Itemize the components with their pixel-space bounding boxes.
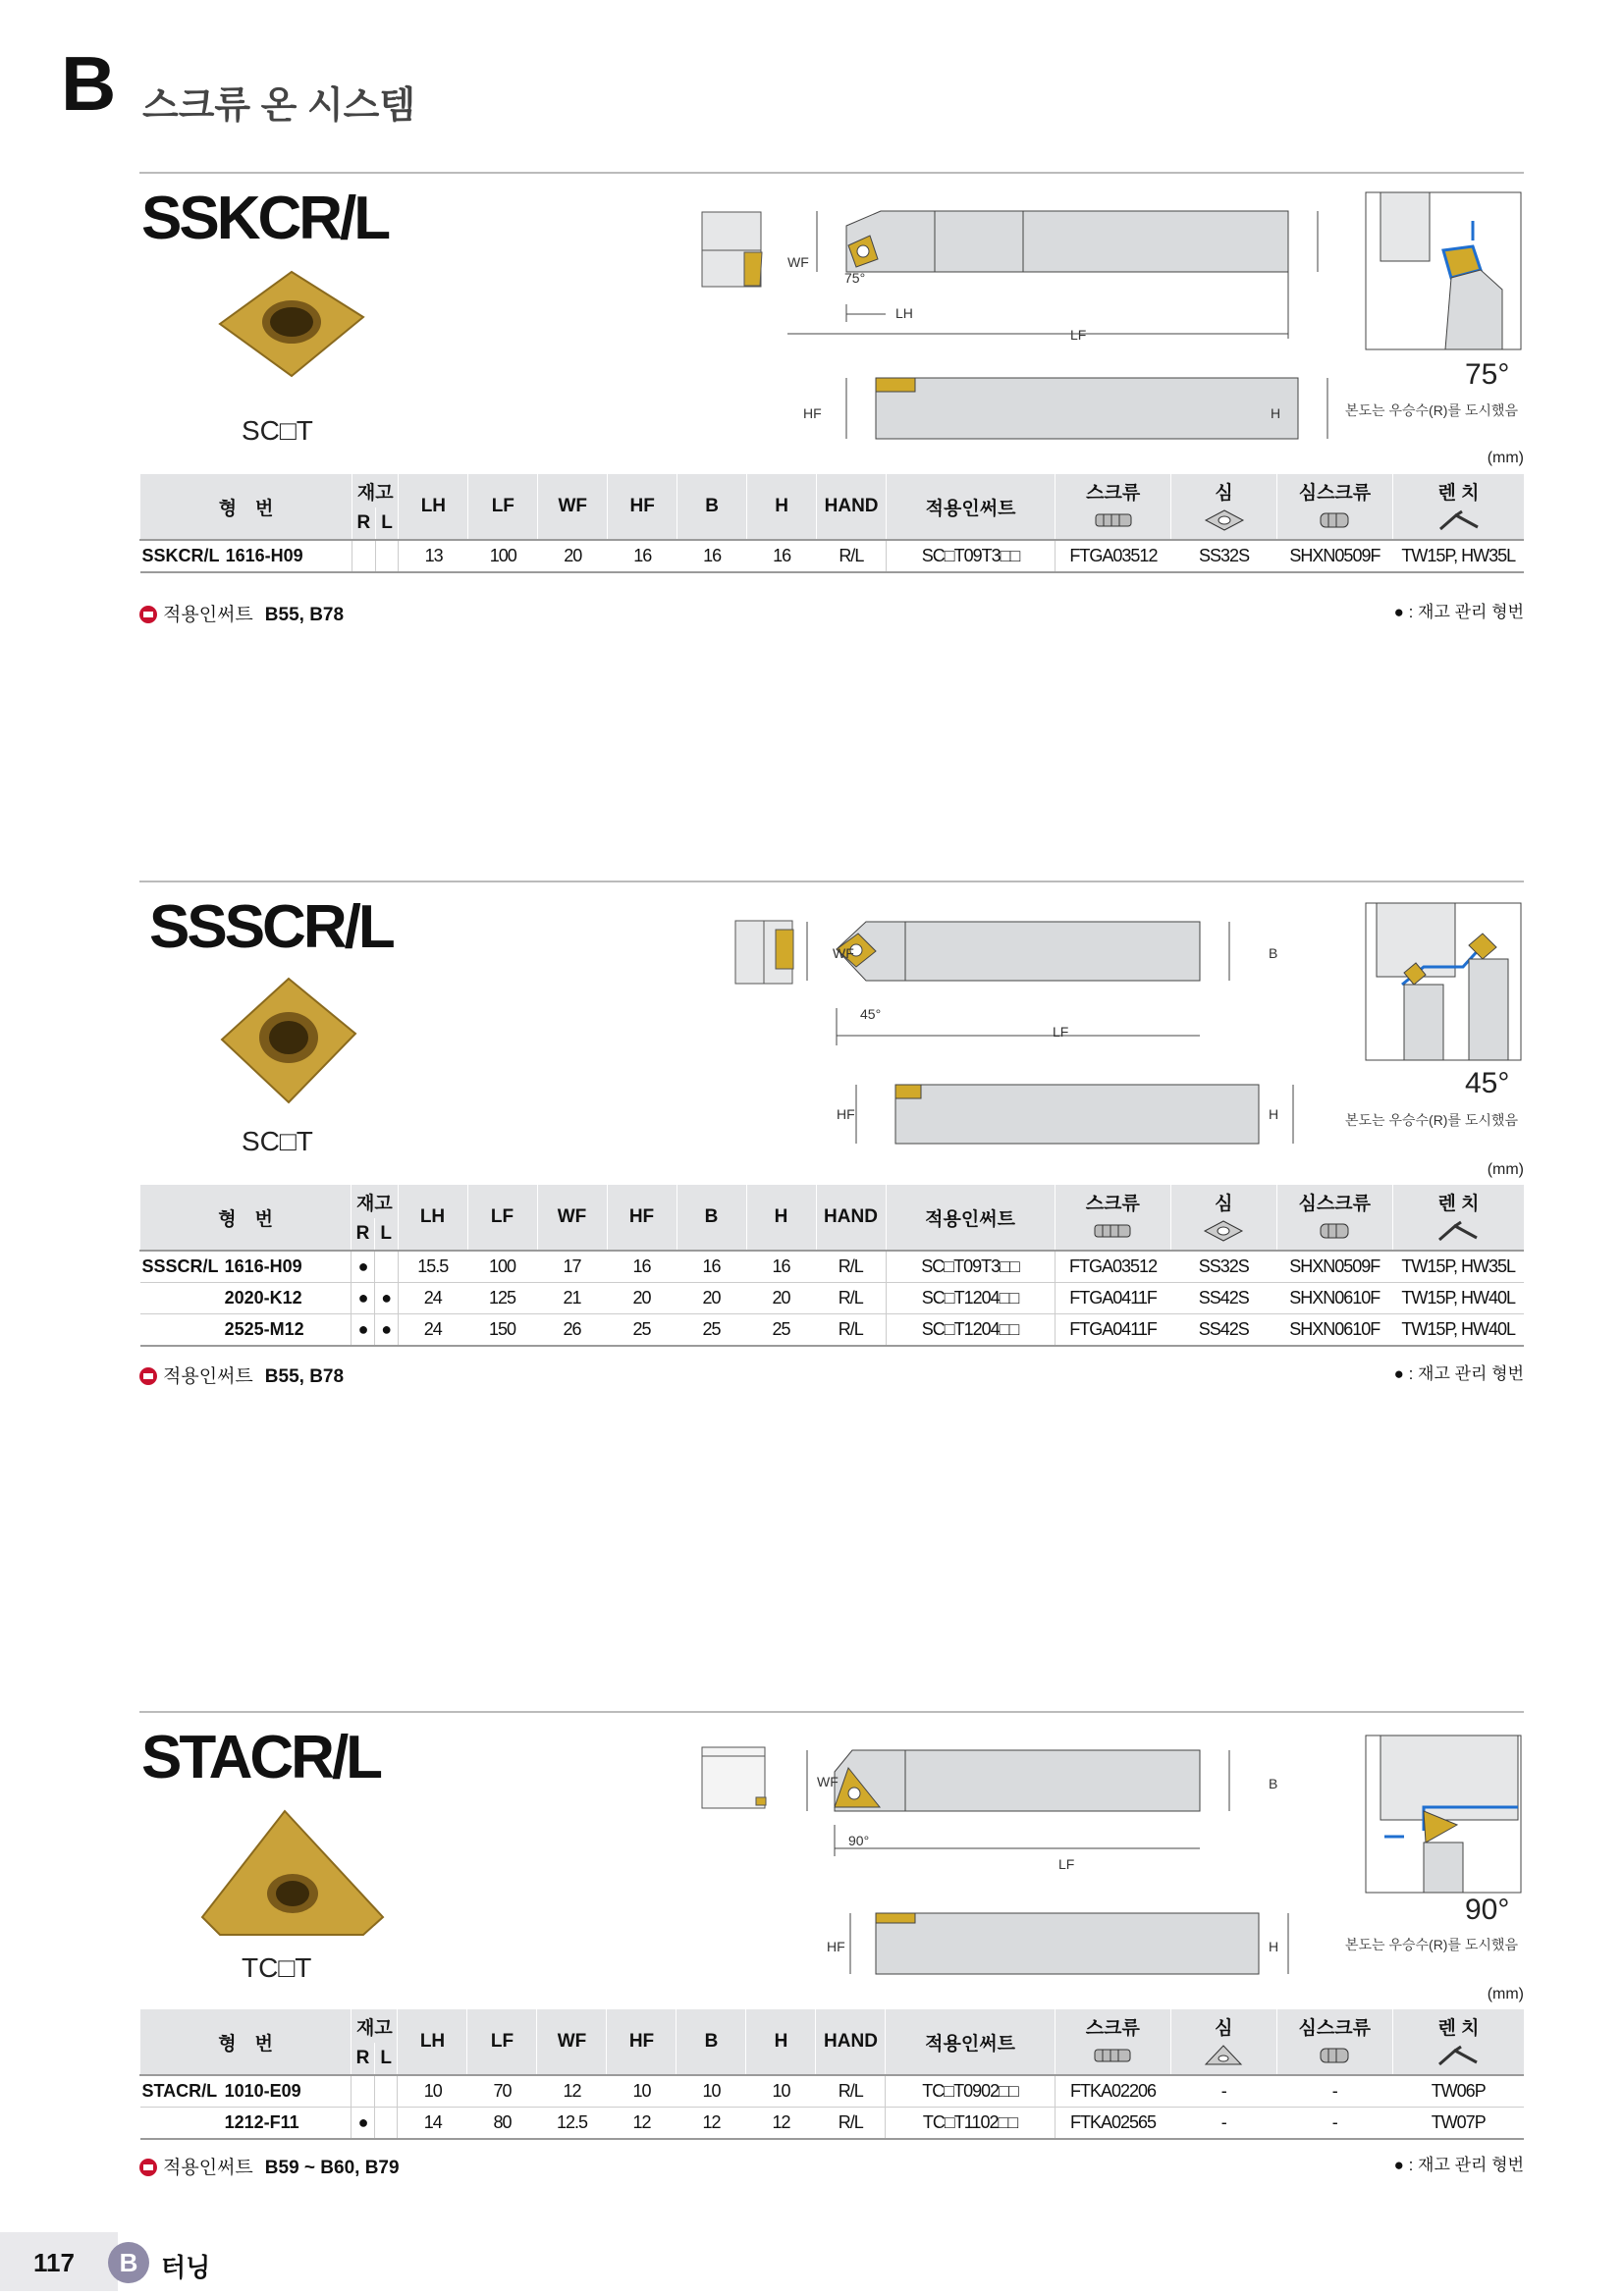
stock-r-cell	[352, 2075, 375, 2108]
shim-screw-cell: SHXN0610F	[1276, 1314, 1392, 1347]
unit-mm: (mm)	[1487, 1161, 1524, 1178]
spec-table	[139, 474, 1524, 573]
stock-legend: ● : 재고 관리 형번	[1393, 603, 1524, 621]
th-stock: 재고	[352, 474, 399, 507]
insert-code-label: SC□T	[242, 415, 313, 446]
th-screw: 스크류	[1056, 474, 1171, 507]
holder-side-view	[827, 1903, 1337, 1982]
stock-l-cell: ●	[374, 1314, 398, 1347]
insert-code-label: TC□T	[242, 1952, 312, 1983]
holder-top-view-body	[1023, 211, 1327, 348]
section-ssscr	[139, 881, 1524, 1391]
holder-end-view	[701, 1746, 770, 1815]
insert-cell: SC□T1204□□	[886, 1283, 1055, 1314]
wf-cell: 26	[537, 1314, 607, 1347]
dim-lf: LF	[1070, 327, 1087, 343]
th-h: H	[747, 474, 817, 540]
dim-b: B	[1269, 945, 1278, 961]
lh-cell: 24	[398, 1314, 467, 1347]
th-shim-screw: 심스크류	[1276, 2009, 1392, 2043]
b-cell: 12	[677, 2108, 746, 2140]
insert-image-square	[218, 270, 365, 378]
holder-side-view	[827, 1075, 1337, 1153]
screw-cell: FTKA02565	[1055, 2108, 1170, 2140]
lh-cell: 24	[398, 1283, 467, 1314]
th-stock: 재고	[352, 2009, 398, 2043]
hf-cell: 10	[607, 2075, 677, 2108]
code-cell: 2525-M12	[225, 1314, 352, 1347]
lh-cell: 10	[398, 2075, 467, 2108]
dim-h: H	[1271, 405, 1281, 421]
series-cell: STACR/L	[140, 2075, 225, 2108]
hand-cell: R/L	[816, 1314, 886, 1347]
drawing-note: 본도는 우승수(R)를 도시했음	[1345, 1112, 1518, 1128]
shim-cell: SS32S	[1170, 1251, 1276, 1283]
th-hf: HF	[607, 2009, 677, 2075]
lh-cell: 13	[399, 540, 468, 572]
shim-cell: SS42S	[1170, 1283, 1276, 1314]
applicable-insert-note	[139, 600, 344, 626]
hand-cell: R/L	[816, 1283, 886, 1314]
applicable-insert-note	[139, 2153, 400, 2179]
hand-cell: R/L	[816, 2108, 886, 2140]
insert-image-square	[220, 977, 357, 1104]
footer-label: 적용인써트	[163, 1366, 253, 1387]
th-screw: 스크류	[1055, 1185, 1170, 1218]
b-cell: 16	[677, 1251, 746, 1283]
th-screw: 스크류	[1055, 2009, 1170, 2043]
shim-screw-cell: SHXN0610F	[1276, 1283, 1392, 1314]
insert-image-triangle	[200, 1809, 387, 1937]
th-r: R	[352, 507, 376, 540]
shim-cell: SS42S	[1170, 1314, 1276, 1347]
footer-pages: B59 ~ B60, B79	[264, 2158, 400, 2178]
section-divider	[139, 881, 1524, 882]
wrench-cell: TW06P	[1392, 2075, 1524, 2108]
dim-h: H	[1269, 1939, 1279, 1954]
application-view	[1365, 902, 1524, 1064]
wf-cell: 12.5	[537, 2108, 607, 2140]
spec-table	[139, 2009, 1524, 2140]
insert-cell: SC□T09T3□□	[887, 540, 1056, 572]
screw-cell: FTGA0411F	[1055, 1283, 1170, 1314]
stock-l-cell	[374, 1251, 398, 1283]
insert-cell: TC□T0902□□	[886, 2075, 1055, 2108]
stock-l-cell	[375, 540, 399, 572]
th-hf: HF	[608, 474, 677, 540]
lh-cell: 14	[398, 2108, 467, 2140]
screw-icon	[1056, 507, 1171, 540]
insert-cell: SC□T1204□□	[886, 1314, 1055, 1347]
th-h: H	[746, 2009, 816, 2075]
approach-angle: 45°	[1465, 1067, 1510, 1099]
b-cell: 20	[677, 1283, 746, 1314]
section-divider	[139, 172, 1524, 174]
series-cell	[140, 2108, 225, 2140]
th-l: L	[374, 2043, 398, 2075]
holder-top-view	[787, 920, 1357, 1057]
shim-screw-icon	[1276, 1218, 1392, 1251]
th-shim: 심	[1171, 474, 1277, 507]
th-lf: LF	[467, 1185, 537, 1251]
th-stock: 재고	[352, 1185, 398, 1218]
screw-cell: FTKA02206	[1055, 2075, 1170, 2108]
table-row	[140, 2108, 1525, 2140]
dim-lf: LF	[1053, 1024, 1069, 1040]
shim-screw-icon	[1276, 2043, 1392, 2075]
dim-hf: HF	[803, 405, 822, 421]
wrench-icon	[1392, 1218, 1524, 1251]
hf-cell: 25	[607, 1314, 677, 1347]
stock-l-cell	[374, 2108, 398, 2140]
lf-cell: 150	[467, 1314, 537, 1347]
dim-wf: WF	[817, 1774, 839, 1789]
th-b: B	[677, 1185, 746, 1251]
shim-screw-cell: -	[1276, 2108, 1392, 2140]
hf-cell: 12	[607, 2108, 677, 2140]
th-hand: HAND	[816, 2009, 886, 2075]
hand-cell: R/L	[816, 1251, 886, 1283]
table-row	[140, 1283, 1525, 1314]
dim-lh: LH	[895, 305, 913, 321]
screw-cell: FTGA0411F	[1055, 1314, 1170, 1347]
th-b: B	[677, 474, 747, 540]
lf-cell: 70	[467, 2075, 537, 2108]
shim-screw-cell: SHXN0509F	[1276, 540, 1392, 572]
unit-mm: (mm)	[1487, 450, 1524, 466]
footer-label: 적용인써트	[163, 605, 253, 625]
code-cell: 1616-H09	[226, 540, 352, 572]
table-row	[140, 540, 1525, 572]
th-lf: LF	[468, 474, 538, 540]
dim-angle: 90°	[848, 1833, 870, 1848]
b-cell: 10	[677, 2075, 746, 2108]
table-row	[140, 2075, 1525, 2108]
b-cell: 25	[677, 1314, 746, 1347]
th-shim: 심	[1170, 1185, 1276, 1218]
hand-cell: R/L	[816, 2075, 886, 2108]
th-lh: LH	[399, 474, 468, 540]
arrow-circle-icon	[139, 1367, 157, 1385]
stock-r-cell	[352, 540, 376, 572]
wf-cell: 21	[537, 1283, 607, 1314]
table-row	[140, 1251, 1525, 1283]
shim-icon	[1170, 1218, 1276, 1251]
stock-legend: ● : 재고 관리 형번	[1393, 1364, 1524, 1383]
th-wrench: 렌 치	[1392, 2009, 1524, 2043]
dim-hf: HF	[827, 1939, 845, 1954]
screw-icon	[1055, 2043, 1170, 2075]
stock-r-cell: ●	[352, 1251, 375, 1283]
dim-angle: 45°	[860, 1006, 882, 1022]
h-cell: 25	[746, 1314, 816, 1347]
th-model: 형 번	[140, 2009, 352, 2075]
th-model: 형 번	[140, 474, 352, 540]
th-wf: WF	[537, 2009, 607, 2075]
h-cell: 20	[746, 1283, 816, 1314]
dim-wf: WF	[787, 254, 809, 270]
application-view	[1365, 1735, 1524, 1896]
page-number: 117	[33, 2248, 75, 2277]
code-cell: 1616-H09	[225, 1251, 352, 1283]
hand-cell: R/L	[817, 540, 887, 572]
dim-lf: LF	[1058, 1856, 1075, 1872]
th-hand: HAND	[816, 1185, 886, 1251]
model-title: STACR/L	[141, 1724, 381, 1791]
footer-pages: B55, B78	[264, 605, 345, 625]
th-h: H	[746, 1185, 816, 1251]
th-hf: HF	[607, 1185, 677, 1251]
th-wrench: 렌 치	[1392, 1185, 1524, 1218]
insert-cell: SC□T09T3□□	[886, 1251, 1055, 1283]
wrench-cell: TW15P, HW40L	[1392, 1283, 1524, 1314]
shim-screw-cell: -	[1276, 2075, 1392, 2108]
shim-cell: SS32S	[1171, 540, 1277, 572]
stock-l-cell	[374, 2075, 398, 2108]
series-cell: SSSCR/L	[140, 1251, 225, 1283]
wrench-icon	[1393, 507, 1524, 540]
hf-cell: 20	[607, 1283, 677, 1314]
th-insert: 적용인써트	[886, 1185, 1055, 1251]
table-row	[140, 1314, 1525, 1347]
hf-cell: 16	[608, 540, 677, 572]
stock-r-cell: ●	[352, 1283, 375, 1314]
th-wrench: 렌 치	[1393, 474, 1524, 507]
lf-cell: 125	[467, 1283, 537, 1314]
b-cell: 16	[677, 540, 747, 572]
stock-legend: ● : 재고 관리 형번	[1393, 2156, 1524, 2174]
screw-cell: FTGA03512	[1056, 540, 1171, 572]
holder-end-view	[701, 211, 766, 290]
wrench-icon	[1392, 2043, 1524, 2075]
th-lh: LH	[398, 1185, 467, 1251]
th-hand: HAND	[817, 474, 887, 540]
th-model: 형 번	[140, 1185, 352, 1251]
th-r: R	[352, 2043, 375, 2075]
footer-pages: B55, B78	[264, 1366, 345, 1387]
dim-angle: 75°	[844, 270, 866, 286]
page-chapter-name: 터닝	[161, 2253, 211, 2282]
code-cell: 2020-K12	[225, 1283, 352, 1314]
stock-l-cell: ●	[374, 1283, 398, 1314]
spec-table	[139, 1185, 1524, 1347]
screw-icon	[1055, 1218, 1170, 1251]
th-r: R	[352, 1218, 375, 1251]
h-cell: 16	[747, 540, 817, 572]
arrow-circle-icon	[139, 2159, 157, 2176]
insert-cell: TC□T1102□□	[886, 2108, 1055, 2140]
lh-cell: 15.5	[398, 1251, 467, 1283]
section-stacr	[139, 1711, 1524, 2182]
wf-cell: 20	[538, 540, 608, 572]
shim-cell: -	[1170, 2108, 1276, 2140]
lf-cell: 100	[467, 1251, 537, 1283]
th-lf: LF	[467, 2009, 537, 2075]
unit-mm: (mm)	[1487, 1986, 1524, 2002]
shim-screw-icon	[1276, 507, 1392, 540]
series-cell	[140, 1314, 225, 1347]
approach-angle: 75°	[1465, 358, 1510, 391]
th-wf: WF	[538, 474, 608, 540]
th-insert: 적용인써트	[886, 2009, 1055, 2075]
section-sskcr	[139, 172, 1524, 633]
wf-cell: 17	[537, 1251, 607, 1283]
screw-cell: FTGA03512	[1055, 1251, 1170, 1283]
arrow-circle-icon	[139, 606, 157, 623]
series-cell: SSKCR/L	[140, 540, 226, 572]
shim-icon	[1171, 507, 1277, 540]
drawing-note: 본도는 우승수(R)를 도시했음	[1345, 1937, 1518, 1952]
th-shim: 심	[1170, 2009, 1276, 2043]
h-cell: 12	[746, 2108, 816, 2140]
dim-b: B	[1269, 1776, 1278, 1791]
wrench-cell: TW15P, HW40L	[1392, 1314, 1524, 1347]
holder-top-view	[787, 1746, 1357, 1874]
series-cell	[140, 1283, 225, 1314]
th-l: L	[375, 507, 399, 540]
model-title: SSKCR/L	[141, 185, 389, 252]
lf-cell: 100	[468, 540, 538, 572]
th-b: B	[677, 2009, 746, 2075]
shim-triangle-icon	[1170, 2043, 1276, 2075]
th-lh: LH	[398, 2009, 467, 2075]
dim-hf: HF	[837, 1106, 855, 1122]
wrench-cell: TW15P, HW35L	[1392, 1251, 1524, 1283]
approach-angle: 90°	[1465, 1894, 1510, 1926]
insert-code-label: SC□T	[242, 1126, 313, 1156]
footer-label: 적용인써트	[163, 2158, 253, 2178]
th-insert: 적용인써트	[887, 474, 1056, 540]
wrench-cell: TW15P, HW35L	[1393, 540, 1524, 572]
page-chapter-badge: B	[108, 2242, 149, 2283]
stock-r-cell: ●	[352, 2108, 375, 2140]
h-cell: 10	[746, 2075, 816, 2108]
model-title: SSSCR/L	[149, 893, 393, 961]
chapter-title: 스크류 온 시스템	[142, 85, 416, 127]
stock-r-cell: ●	[352, 1314, 375, 1347]
code-cell: 1212-F11	[225, 2108, 352, 2140]
wrench-cell: TW07P	[1392, 2108, 1524, 2140]
chapter-letter: B	[61, 40, 117, 127]
shim-cell: -	[1170, 2075, 1276, 2108]
application-view	[1365, 191, 1524, 353]
lf-cell: 80	[467, 2108, 537, 2140]
section-divider	[139, 1711, 1524, 1713]
h-cell: 16	[746, 1251, 816, 1283]
dim-wf: WF	[833, 945, 854, 961]
th-shim-screw: 심스크류	[1276, 474, 1392, 507]
drawing-note: 본도는 우승수(R)를 도시했음	[1345, 402, 1518, 418]
applicable-insert-note	[139, 1362, 344, 1388]
hf-cell: 16	[607, 1251, 677, 1283]
holder-top-view	[787, 206, 1023, 344]
th-shim-screw: 심스크류	[1276, 1185, 1392, 1218]
wf-cell: 12	[537, 2075, 607, 2108]
dim-h: H	[1269, 1106, 1279, 1122]
th-wf: WF	[537, 1185, 607, 1251]
th-l: L	[374, 1218, 398, 1251]
shim-screw-cell: SHXN0509F	[1276, 1251, 1392, 1283]
code-cell: 1010-E09	[225, 2075, 352, 2108]
holder-side-view	[827, 368, 1337, 447]
